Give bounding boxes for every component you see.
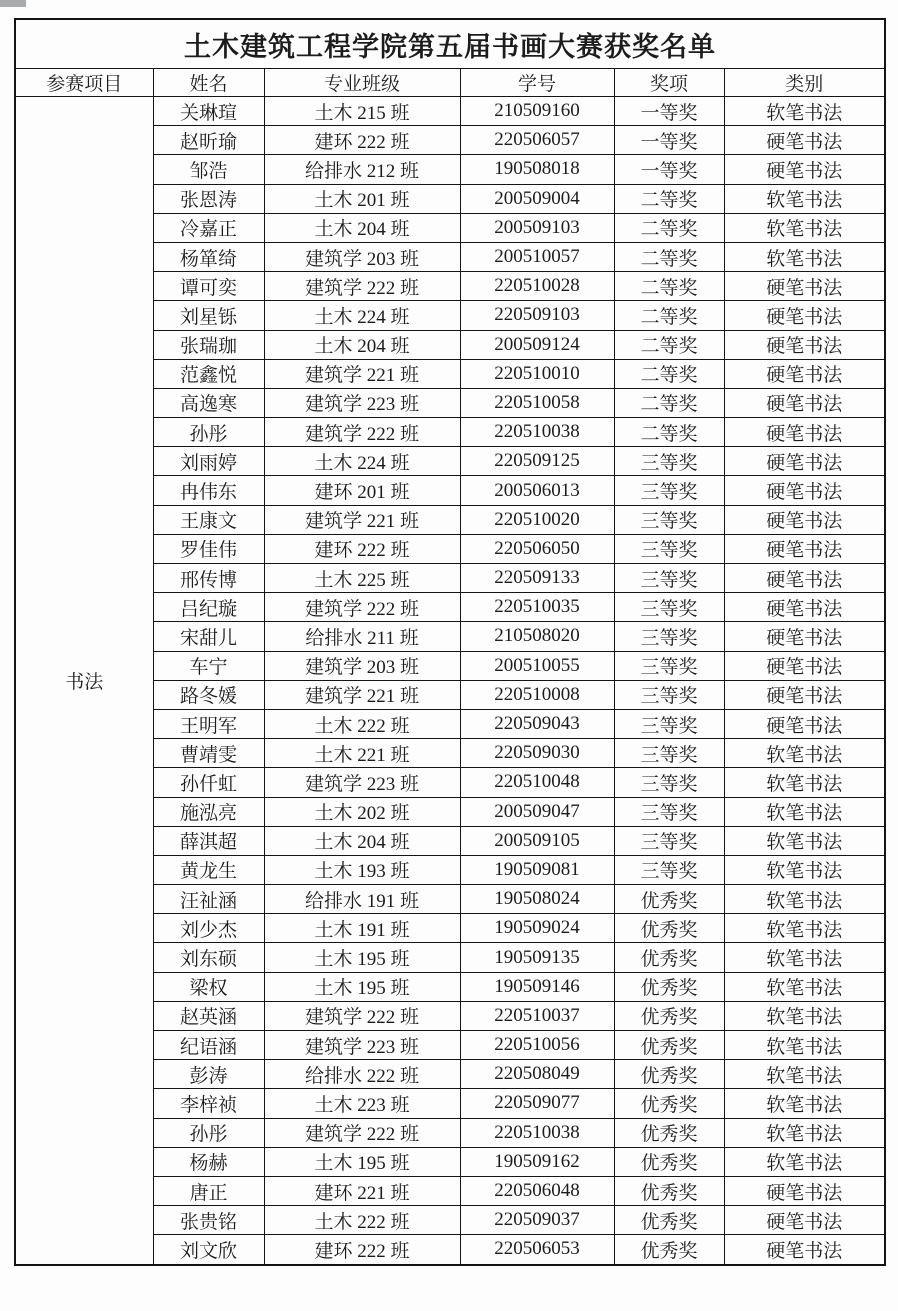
cell-category: 软笔书法 <box>724 1118 885 1147</box>
cell-award: 一等奖 <box>614 155 724 184</box>
cell-student-id: 190508024 <box>460 885 614 914</box>
cell-name: 邹浩 <box>153 155 264 184</box>
title-row <box>15 19 885 69</box>
cell-award: 三等奖 <box>614 593 724 622</box>
cell-major-class: 建筑学 221 班 <box>264 359 460 388</box>
cell-award: 三等奖 <box>614 505 724 534</box>
cell-major-class: 建筑学 221 班 <box>264 680 460 709</box>
cell-award: 三等奖 <box>614 534 724 563</box>
cell-student-id: 220510010 <box>460 359 614 388</box>
cell-major-class: 土木 215 班 <box>264 97 460 126</box>
cell-major-class: 建环 201 班 <box>264 476 460 505</box>
cell-major-class: 土木 224 班 <box>264 301 460 330</box>
cell-award: 一等奖 <box>614 126 724 155</box>
cell-name: 曹靖雯 <box>153 739 264 768</box>
cell-award: 优秀奖 <box>614 914 724 943</box>
cell-category: 软笔书法 <box>724 914 885 943</box>
cell-major-class: 给排水 211 班 <box>264 622 460 651</box>
cell-name: 王明军 <box>153 709 264 738</box>
cell-category: 软笔书法 <box>724 1147 885 1176</box>
cell-award: 三等奖 <box>614 564 724 593</box>
cell-student-id: 220509077 <box>460 1089 614 1118</box>
cell-category: 硬笔书法 <box>724 680 885 709</box>
cell-award: 优秀奖 <box>614 1176 724 1205</box>
cell-student-id: 200509124 <box>460 330 614 359</box>
cell-name: 张瑞珈 <box>153 330 264 359</box>
cell-student-id: 190509135 <box>460 943 614 972</box>
cell-category: 软笔书法 <box>724 797 885 826</box>
cell-award: 二等奖 <box>614 359 724 388</box>
cell-award: 三等奖 <box>614 797 724 826</box>
cell-student-id: 220510038 <box>460 418 614 447</box>
cell-category: 软笔书法 <box>724 242 885 271</box>
cell-name: 杨箪绮 <box>153 242 264 271</box>
cell-student-id: 220510037 <box>460 1001 614 1030</box>
cell-student-id: 190509024 <box>460 914 614 943</box>
cell-name: 罗佳伟 <box>153 534 264 563</box>
cell-award: 三等奖 <box>614 680 724 709</box>
cell-award: 优秀奖 <box>614 1001 724 1030</box>
cell-award: 二等奖 <box>614 184 724 213</box>
cell-major-class: 建环 222 班 <box>264 1235 460 1265</box>
cell-name: 刘文欣 <box>153 1235 264 1265</box>
cell-award: 一等奖 <box>614 97 724 126</box>
cell-major-class: 建筑学 223 班 <box>264 768 460 797</box>
cell-name: 李梓祯 <box>153 1089 264 1118</box>
cell-name: 车宁 <box>153 651 264 680</box>
cell-category: 硬笔书法 <box>724 564 885 593</box>
cell-name: 王康文 <box>153 505 264 534</box>
cell-name: 杨赫 <box>153 1147 264 1176</box>
cell-category: 硬笔书法 <box>724 1206 885 1235</box>
cell-award: 优秀奖 <box>614 1118 724 1147</box>
cell-name: 谭可奕 <box>153 272 264 301</box>
cell-category: 硬笔书法 <box>724 330 885 359</box>
cell-major-class: 土木 193 班 <box>264 855 460 884</box>
cell-category: 硬笔书法 <box>724 447 885 476</box>
cell-award: 三等奖 <box>614 768 724 797</box>
header-row <box>15 69 885 97</box>
cell-category: 软笔书法 <box>724 97 885 126</box>
cell-category: 硬笔书法 <box>724 359 885 388</box>
cell-student-id: 220510008 <box>460 680 614 709</box>
cell-award: 二等奖 <box>614 213 724 242</box>
cell-category: 软笔书法 <box>724 184 885 213</box>
cell-award: 优秀奖 <box>614 972 724 1001</box>
cell-award: 优秀奖 <box>614 1206 724 1235</box>
cell-student-id: 220508049 <box>460 1060 614 1089</box>
cell-name: 赵昕瑜 <box>153 126 264 155</box>
column-header-student-id: 学号 <box>460 69 614 97</box>
cell-student-id: 200510057 <box>460 242 614 271</box>
competition-item-cell: 书法 <box>15 97 153 1265</box>
cell-name: 刘少杰 <box>153 914 264 943</box>
cell-name: 吕纪璇 <box>153 593 264 622</box>
cell-name: 宋甜儿 <box>153 622 264 651</box>
cell-student-id: 220510028 <box>460 272 614 301</box>
cell-major-class: 建筑学 222 班 <box>264 1001 460 1030</box>
cell-student-id: 200510055 <box>460 651 614 680</box>
cell-name: 邢传博 <box>153 564 264 593</box>
cell-major-class: 土木 225 班 <box>264 564 460 593</box>
cell-category: 软笔书法 <box>724 826 885 855</box>
cell-student-id: 220509037 <box>460 1206 614 1235</box>
cell-name: 高逸寒 <box>153 388 264 417</box>
cell-name: 黄龙生 <box>153 855 264 884</box>
cell-name: 梁权 <box>153 972 264 1001</box>
cell-major-class: 土木 204 班 <box>264 330 460 359</box>
cell-category: 软笔书法 <box>724 739 885 768</box>
cell-student-id: 220510058 <box>460 388 614 417</box>
cell-category: 硬笔书法 <box>724 272 885 301</box>
cell-student-id: 200509047 <box>460 797 614 826</box>
cell-award: 优秀奖 <box>614 1235 724 1265</box>
column-header-name: 姓名 <box>153 69 264 97</box>
cell-student-id: 200509105 <box>460 826 614 855</box>
cell-major-class: 土木 202 班 <box>264 797 460 826</box>
cell-name: 刘雨婷 <box>153 447 264 476</box>
cell-name: 范鑫悦 <box>153 359 264 388</box>
cell-major-class: 建筑学 221 班 <box>264 505 460 534</box>
cell-category: 硬笔书法 <box>724 1176 885 1205</box>
cell-award: 优秀奖 <box>614 1060 724 1089</box>
cell-name: 孙彤 <box>153 1118 264 1147</box>
cell-major-class: 给排水 212 班 <box>264 155 460 184</box>
cell-student-id: 200509103 <box>460 213 614 242</box>
cell-student-id: 190509081 <box>460 855 614 884</box>
cell-award: 二等奖 <box>614 242 724 271</box>
cell-award: 优秀奖 <box>614 1147 724 1176</box>
cell-major-class: 建环 222 班 <box>264 534 460 563</box>
cell-category: 软笔书法 <box>724 943 885 972</box>
cell-major-class: 土木 204 班 <box>264 213 460 242</box>
cell-student-id: 210508020 <box>460 622 614 651</box>
cell-award: 三等奖 <box>614 826 724 855</box>
cell-student-id: 200506013 <box>460 476 614 505</box>
cell-student-id: 200509004 <box>460 184 614 213</box>
cell-award: 三等奖 <box>614 651 724 680</box>
cell-major-class: 建筑学 223 班 <box>264 1031 460 1060</box>
cell-category: 软笔书法 <box>724 1001 885 1030</box>
table-row <box>15 97 885 126</box>
cell-student-id: 220509030 <box>460 739 614 768</box>
cell-student-id: 220506050 <box>460 534 614 563</box>
cell-name: 薛淇超 <box>153 826 264 855</box>
scan-corner-artifact <box>0 0 26 7</box>
column-header-major-class: 专业班级 <box>264 69 460 97</box>
cell-category: 软笔书法 <box>724 213 885 242</box>
cell-category: 软笔书法 <box>724 855 885 884</box>
cell-award: 三等奖 <box>614 855 724 884</box>
cell-major-class: 土木 191 班 <box>264 914 460 943</box>
cell-award: 二等奖 <box>614 330 724 359</box>
cell-major-class: 建环 222 班 <box>264 126 460 155</box>
cell-major-class: 土木 201 班 <box>264 184 460 213</box>
cell-major-class: 土木 222 班 <box>264 1206 460 1235</box>
cell-major-class: 建环 221 班 <box>264 1176 460 1205</box>
cell-major-class: 建筑学 222 班 <box>264 1118 460 1147</box>
cell-major-class: 土木 195 班 <box>264 1147 460 1176</box>
cell-name: 张恩涛 <box>153 184 264 213</box>
cell-name: 彭涛 <box>153 1060 264 1089</box>
cell-major-class: 土木 222 班 <box>264 709 460 738</box>
cell-major-class: 土木 204 班 <box>264 826 460 855</box>
cell-category: 硬笔书法 <box>724 593 885 622</box>
cell-name: 冉伟东 <box>153 476 264 505</box>
cell-category: 硬笔书法 <box>724 709 885 738</box>
cell-major-class: 土木 221 班 <box>264 739 460 768</box>
cell-student-id: 220510038 <box>460 1118 614 1147</box>
cell-major-class: 建筑学 203 班 <box>264 242 460 271</box>
cell-award: 二等奖 <box>614 418 724 447</box>
table-title: 土木建筑工程学院第五届书画大赛获奖名单 <box>15 19 885 69</box>
cell-award: 三等奖 <box>614 709 724 738</box>
cell-student-id: 220506048 <box>460 1176 614 1205</box>
cell-award: 优秀奖 <box>614 1089 724 1118</box>
cell-name: 冷嘉正 <box>153 213 264 242</box>
cell-award: 二等奖 <box>614 272 724 301</box>
cell-award: 优秀奖 <box>614 885 724 914</box>
cell-name: 张贵铭 <box>153 1206 264 1235</box>
cell-major-class: 土木 223 班 <box>264 1089 460 1118</box>
cell-category: 硬笔书法 <box>724 388 885 417</box>
column-header-award: 奖项 <box>614 69 724 97</box>
cell-award: 三等奖 <box>614 447 724 476</box>
cell-category: 硬笔书法 <box>724 126 885 155</box>
cell-student-id: 220509103 <box>460 301 614 330</box>
cell-student-id: 210509160 <box>460 97 614 126</box>
cell-award: 三等奖 <box>614 739 724 768</box>
cell-student-id: 190509146 <box>460 972 614 1001</box>
cell-category: 软笔书法 <box>724 768 885 797</box>
cell-category: 硬笔书法 <box>724 505 885 534</box>
cell-student-id: 220510048 <box>460 768 614 797</box>
cell-major-class: 土木 195 班 <box>264 943 460 972</box>
cell-category: 硬笔书法 <box>724 476 885 505</box>
column-header-competition-item: 参赛项目 <box>15 69 153 97</box>
cell-category: 硬笔书法 <box>724 622 885 651</box>
cell-category: 软笔书法 <box>724 1089 885 1118</box>
cell-award: 三等奖 <box>614 476 724 505</box>
cell-name: 唐正 <box>153 1176 264 1205</box>
cell-name: 孙仟虹 <box>153 768 264 797</box>
cell-student-id: 220509133 <box>460 564 614 593</box>
cell-major-class: 给排水 222 班 <box>264 1060 460 1089</box>
cell-award: 二等奖 <box>614 388 724 417</box>
cell-major-class: 建筑学 222 班 <box>264 593 460 622</box>
cell-name: 刘东硕 <box>153 943 264 972</box>
cell-major-class: 给排水 191 班 <box>264 885 460 914</box>
cell-name: 路冬媛 <box>153 680 264 709</box>
cell-student-id: 220510035 <box>460 593 614 622</box>
cell-category: 软笔书法 <box>724 972 885 1001</box>
cell-student-id: 220506057 <box>460 126 614 155</box>
cell-category: 硬笔书法 <box>724 651 885 680</box>
cell-student-id: 220510020 <box>460 505 614 534</box>
cell-major-class: 建筑学 222 班 <box>264 272 460 301</box>
cell-name: 汪祉涵 <box>153 885 264 914</box>
cell-award: 优秀奖 <box>614 1031 724 1060</box>
column-header-category: 类别 <box>724 69 885 97</box>
cell-major-class: 建筑学 203 班 <box>264 651 460 680</box>
cell-award: 优秀奖 <box>614 943 724 972</box>
cell-major-class: 建筑学 222 班 <box>264 418 460 447</box>
cell-student-id: 190508018 <box>460 155 614 184</box>
cell-category: 硬笔书法 <box>724 155 885 184</box>
cell-name: 孙彤 <box>153 418 264 447</box>
cell-major-class: 土木 195 班 <box>264 972 460 1001</box>
cell-student-id: 220510056 <box>460 1031 614 1060</box>
cell-category: 软笔书法 <box>724 1060 885 1089</box>
cell-name: 关琳瑄 <box>153 97 264 126</box>
cell-student-id: 220509043 <box>460 709 614 738</box>
cell-name: 刘星铄 <box>153 301 264 330</box>
cell-category: 软笔书法 <box>724 885 885 914</box>
cell-name: 赵英涵 <box>153 1001 264 1030</box>
cell-student-id: 190509162 <box>460 1147 614 1176</box>
cell-major-class: 建筑学 223 班 <box>264 388 460 417</box>
cell-student-id: 220509125 <box>460 447 614 476</box>
cell-category: 软笔书法 <box>724 1031 885 1060</box>
cell-category: 硬笔书法 <box>724 1235 885 1265</box>
cell-major-class: 土木 224 班 <box>264 447 460 476</box>
cell-name: 纪语涵 <box>153 1031 264 1060</box>
award-list-table <box>14 18 886 1266</box>
cell-student-id: 220506053 <box>460 1235 614 1265</box>
cell-category: 硬笔书法 <box>724 418 885 447</box>
cell-award: 三等奖 <box>614 622 724 651</box>
cell-category: 硬笔书法 <box>724 534 885 563</box>
cell-award: 二等奖 <box>614 301 724 330</box>
cell-name: 施泓亮 <box>153 797 264 826</box>
cell-category: 硬笔书法 <box>724 301 885 330</box>
